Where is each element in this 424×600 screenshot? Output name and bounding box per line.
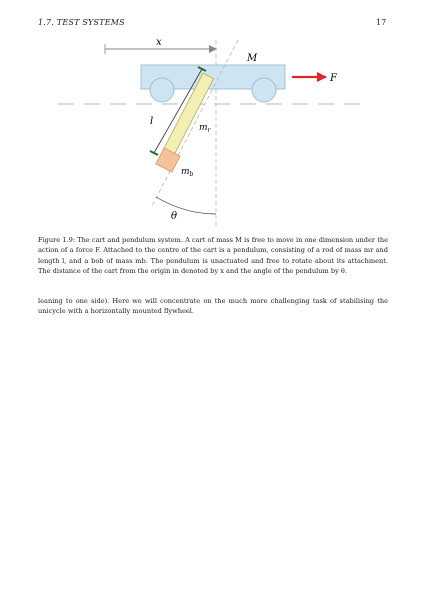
bob-mass-label: $m_b$ (181, 167, 194, 178)
mass-M-label: M (247, 53, 258, 64)
length-bar-end-bottom (150, 151, 158, 155)
cart-pendulum-figure (0, 0, 424, 230)
cart-wheel-right (252, 78, 276, 102)
running-header: 1.7. TEST SYSTEMS (38, 18, 125, 27)
length-l-label: l (150, 116, 154, 127)
figure-caption: Figure 1.9: The cart and pendulum system. A cart of mass M is free to move in one dimension under the action of a force F. Attached to the centre of the cart is a pendulum, consisting of a rod of mass mr and length l, and a bob of mass mb. The pendulum is unactuated and free to rotate about its attachment. The distance of the cart from the origin in denoted by x and the angle of the pendulum by θ. (38, 236, 388, 276)
x-label: x (156, 37, 162, 48)
pendulum-bob (156, 148, 180, 172)
force-F-label: F (330, 73, 337, 84)
cart-wheel-left (150, 78, 174, 102)
theta-label: θ (171, 211, 178, 222)
body-paragraph: leaning to one side). Here we will concentrate on the much more challenging task of stabilising the unicycle with a horizontally mounted flywheel. (38, 297, 388, 316)
theta-arc (156, 197, 216, 214)
page-number: 17 (376, 18, 387, 27)
rod-mass-label: $m_r$ (199, 123, 211, 134)
